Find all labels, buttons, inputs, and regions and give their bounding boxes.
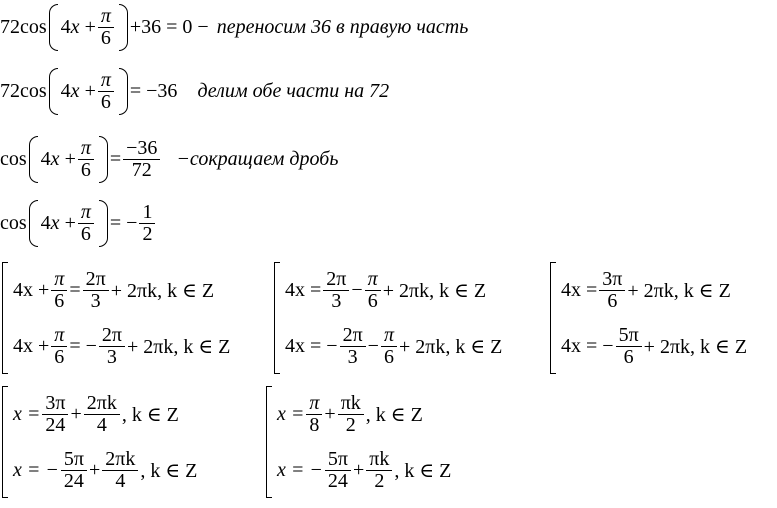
math-text: π [365, 269, 381, 291]
math-text: + [70, 402, 82, 425]
math-text: + 2πk, k ∈ Z [110, 279, 215, 302]
math-text: 3 [331, 289, 342, 312]
math-text: 6 [623, 345, 634, 368]
math-text: 72 [131, 158, 152, 181]
argument-parentheses [49, 70, 128, 113]
math-text: 2πk [102, 449, 138, 471]
math-text: 2π [83, 269, 109, 291]
math-text: + [324, 402, 336, 425]
fraction [338, 393, 364, 436]
math-text: , k ∈ Z [140, 459, 198, 482]
math-text: x [50, 147, 60, 170]
pi-over-six [78, 138, 94, 181]
math-text: 4x = − [561, 334, 614, 357]
fraction [366, 449, 392, 492]
math-text: 3 [347, 345, 358, 368]
math-text: 4 [115, 469, 126, 492]
system-row [13, 318, 230, 374]
pi-over-six [78, 202, 94, 245]
equation-line-4 [0, 196, 157, 250]
math-text: πk [366, 449, 392, 471]
math-text: + [352, 458, 365, 481]
math-text: π [78, 138, 94, 160]
math-text: 4 [40, 147, 51, 170]
math-text: 3 [106, 345, 117, 368]
fraction-neg36-over-72 [123, 138, 160, 181]
math-text: x = [277, 402, 305, 425]
math-text: + 2πk, k ∈ Z [643, 335, 748, 358]
math-text: − [367, 334, 379, 357]
comment: переносим 36 в правую часть [216, 15, 469, 38]
system-row [561, 262, 747, 318]
fraction-one-half [139, 202, 155, 245]
argument-parentheses [29, 138, 108, 181]
math-text: 6 [607, 289, 618, 312]
math-text: + [64, 147, 76, 170]
system-row [285, 262, 502, 318]
fraction [306, 393, 322, 436]
pi-over-six [98, 6, 114, 49]
math-text: , k ∈ Z [365, 403, 423, 426]
comment: −сокращаем дробь [176, 147, 339, 170]
system-row [13, 442, 197, 498]
math-text: x = [13, 402, 41, 425]
math-text: 1 [139, 202, 155, 224]
math-text: 2 [345, 413, 356, 436]
math-text: 4x + [13, 334, 50, 357]
cos-function: cos [0, 211, 27, 234]
system-row [285, 318, 502, 374]
math-text: = − [69, 334, 97, 357]
fraction [102, 449, 138, 492]
fraction [84, 393, 120, 436]
math-text: 4 [60, 79, 71, 102]
equation-line-1 [0, 2, 468, 52]
math-text: 2π [323, 269, 349, 291]
system-2 [274, 262, 502, 374]
math-text: π [98, 70, 114, 92]
math-text: 4x + [13, 278, 50, 301]
math-text: x [70, 79, 80, 102]
fraction [599, 269, 625, 312]
math-text: π [78, 202, 94, 224]
equation-rest: +36 = 0 − [129, 15, 209, 38]
math-text: 5π [61, 449, 87, 471]
math-text: 6 [80, 222, 91, 245]
math-text: 6 [367, 289, 378, 312]
math-text: + [84, 15, 96, 38]
system-row [561, 318, 747, 374]
math-text: π [381, 325, 397, 347]
math-text: 4 [60, 15, 71, 38]
math-text: π [51, 325, 67, 347]
math-text: 2π [340, 325, 366, 347]
system-5 [266, 386, 451, 498]
math-text: 4 [40, 211, 51, 234]
system-1 [2, 262, 230, 374]
fraction [365, 269, 381, 312]
math-text: 2π [99, 325, 125, 347]
fraction [340, 325, 366, 368]
math-text: + 2πk, k ∈ Z [398, 335, 503, 358]
fraction [51, 269, 67, 312]
system-row [13, 262, 230, 318]
math-text: 3π [599, 269, 625, 291]
math-text: 4x = [561, 278, 598, 301]
math-text: x [70, 15, 80, 38]
math-text: + [88, 458, 101, 481]
math-text: 4x = − [285, 334, 338, 357]
math-text: − [351, 278, 363, 301]
math-text: x [50, 211, 60, 234]
fraction [325, 449, 351, 492]
cos-function: cos [0, 147, 27, 170]
math-text: 2πk [84, 393, 120, 415]
cos-function: cos [20, 79, 47, 102]
math-text: 6 [54, 345, 65, 368]
math-text: x = − [277, 458, 323, 481]
math-text: 6 [383, 345, 394, 368]
system-3 [550, 262, 747, 374]
math-text: 2 [374, 469, 385, 492]
fraction [61, 449, 87, 492]
math-text: 4 [96, 413, 107, 436]
fraction [323, 269, 349, 312]
math-text: −36 [123, 138, 160, 160]
equation-rest: = −36 [129, 79, 178, 102]
math-text: + [84, 79, 96, 102]
system-row [13, 386, 197, 442]
math-text: πk [338, 393, 364, 415]
math-text: π [98, 6, 114, 28]
system-row [277, 386, 451, 442]
math-text: , k ∈ Z [394, 459, 452, 482]
math-text: 24 [327, 469, 348, 492]
math-text: = [69, 278, 81, 301]
argument-parentheses [29, 202, 108, 245]
equals-minus: = − [109, 211, 138, 234]
math-text: 24 [63, 469, 84, 492]
math-text: + 2πk, k ∈ Z [627, 279, 731, 302]
math-text: 3 [90, 289, 101, 312]
math-text: 6 [100, 26, 111, 49]
equation-line-3 [0, 132, 338, 186]
fraction [83, 269, 109, 312]
pi-over-six [98, 70, 114, 113]
math-text: π [306, 393, 322, 415]
math-text: π [51, 269, 67, 291]
equation-line-2 [0, 66, 389, 116]
math-text: 8 [309, 413, 320, 436]
math-text: 6 [80, 158, 91, 181]
math-text: + 2πk, k ∈ Z [382, 279, 487, 302]
comment: делим обе части на 72 [197, 79, 390, 102]
math-text: 2 [142, 222, 153, 245]
math-text: 5π [616, 325, 642, 347]
coefficient: 72 [0, 79, 20, 102]
equals: = [109, 147, 122, 170]
fraction [51, 325, 67, 368]
math-text: + [64, 211, 76, 234]
fraction [42, 393, 68, 436]
math-text: 6 [100, 90, 111, 113]
math-text: , k ∈ Z [121, 403, 179, 426]
fraction [99, 325, 125, 368]
fraction [616, 325, 642, 368]
fraction [381, 325, 397, 368]
system-row [277, 442, 451, 498]
math-text: 4x = [285, 278, 322, 301]
math-text: 24 [45, 413, 66, 436]
math-text: + 2πk, k ∈ Z [126, 335, 231, 358]
argument-parentheses [49, 6, 128, 49]
math-text: 5π [325, 449, 351, 471]
coefficient: 72 [0, 15, 20, 38]
math-text: 6 [54, 289, 65, 312]
cos-function: cos [20, 15, 47, 38]
system-4 [2, 386, 197, 498]
math-text: x = − [13, 458, 59, 481]
math-text: 3π [42, 393, 68, 415]
